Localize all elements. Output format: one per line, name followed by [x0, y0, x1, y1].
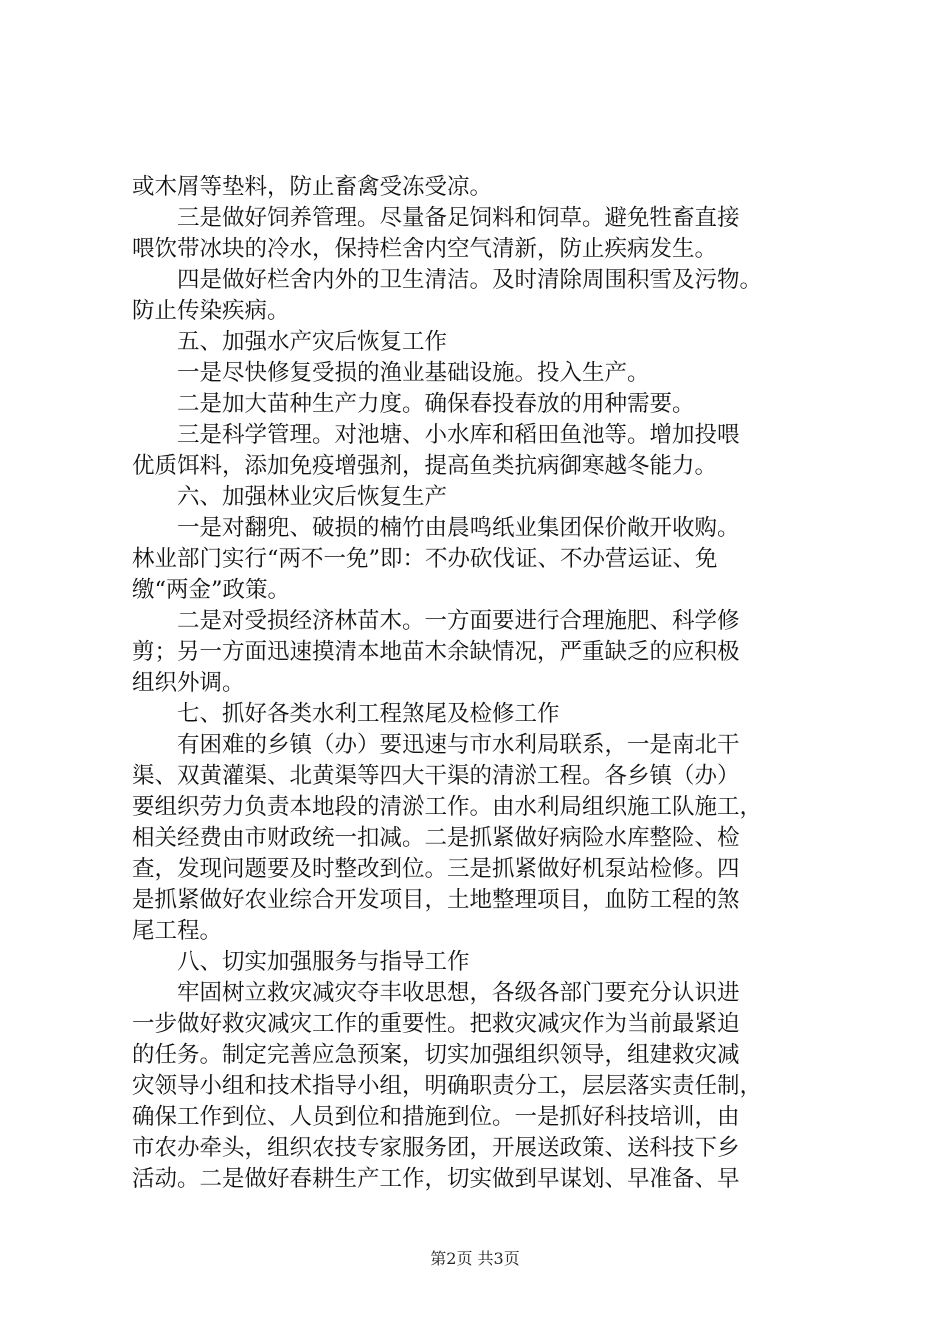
text-line: 七、抓好各类水利工程煞尾及检修工作	[132, 701, 560, 727]
text-line: 市农办牵头，组织农技专家服务团，开展送政策、送科技下乡	[132, 1135, 740, 1161]
text-line: 确保工作到位、人员到位和措施到位。一是抓好科技培训，由	[132, 1104, 740, 1130]
text-line: 林业部门实行“两不一免”即：不办砍伐证、不办营运证、免	[132, 546, 718, 572]
text-line: 三是做好饲养管理。尽量备足饲料和饲草。避免牲畜直接	[132, 205, 740, 231]
text-line: 灾领导小组和技术指导小组，明确职责分工，层层落实责任制，	[132, 1073, 763, 1099]
text-line: 二是对受损经济林苗木。一方面要进行合理施肥、科学修	[132, 608, 740, 634]
text-line: 喂饮带冰块的冷水，保持栏舍内空气清新，防止疾病发生。	[132, 236, 718, 262]
text-line: 八、切实加强服务与指导工作	[132, 949, 470, 975]
text-line: 有困难的乡镇（办）要迅速与市水利局联系，一是南北干	[132, 732, 740, 758]
text-line: 一步做好救灾减灾工作的重要性。把救灾减灾作为当前最紧迫	[132, 1011, 740, 1037]
text-line: 组织外调。	[132, 670, 245, 696]
text-line: 渠、双黄灌渠、北黄渠等四大干渠的清淤工程。各乡镇（办）	[132, 763, 740, 789]
text-line: 查，发现问题要及时整改到位。三是抓紧做好机泵站检修。四	[132, 856, 740, 882]
text-line: 尾工程。	[132, 918, 223, 944]
text-line: 是抓紧做好农业综合开发项目，土地整理项目，血防工程的煞	[132, 887, 740, 913]
text-line: 一是尽快修复受损的渔业基础设施。投入生产。	[132, 360, 650, 386]
text-line: 一是对翻兜、破损的楠竹由晨鸣纸业集团保价敞开收购。	[132, 515, 740, 541]
text-line: 五、加强水产灾后恢复工作	[132, 329, 448, 355]
document-body	[132, 172, 852, 1195]
text-line: 三是科学管理。对池塘、小水库和稻田鱼池等。增加投喂	[132, 422, 740, 448]
text-line: 的任务。制定完善应急预案，切实加强组织领导，组建救灾减	[132, 1042, 740, 1068]
text-line: 剪；另一方面迅速摸清本地苗木余缺情况，严重缺乏的应积极	[132, 639, 740, 665]
text-line: 防止传染疾病。	[132, 298, 290, 324]
text-line: 二是加大苗种生产力度。确保春投春放的用种需要。	[132, 391, 695, 417]
text-line: 要组织劳力负责本地段的清淤工作。由水利局组织施工队施工，	[132, 794, 763, 820]
page-footer: 第2页 共3页	[430, 1249, 520, 1268]
text-line: 活动。二是做好春耕生产工作，切实做到早谋划、早准备、早	[132, 1166, 740, 1192]
text-line: 缴“两金”政策。	[132, 577, 291, 603]
text-line: 六、加强林业灾后恢复生产	[132, 484, 448, 510]
text-line: 牢固树立救灾减灾夺丰收思想，各级各部门要充分认识进	[132, 980, 740, 1006]
text-line: 四是做好栏舍内外的卫生清洁。及时清除周围积雪及污物。	[132, 267, 763, 293]
text-line: 优质饵料，添加免疫增强剂，提高鱼类抗病御寒越冬能力。	[132, 453, 718, 479]
text-line: 相关经费由市财政统一扣减。二是抓紧做好病险水库整险、检	[132, 825, 740, 851]
text-line: 或木屑等垫料，防止畜禽受冻受凉。	[132, 174, 493, 200]
